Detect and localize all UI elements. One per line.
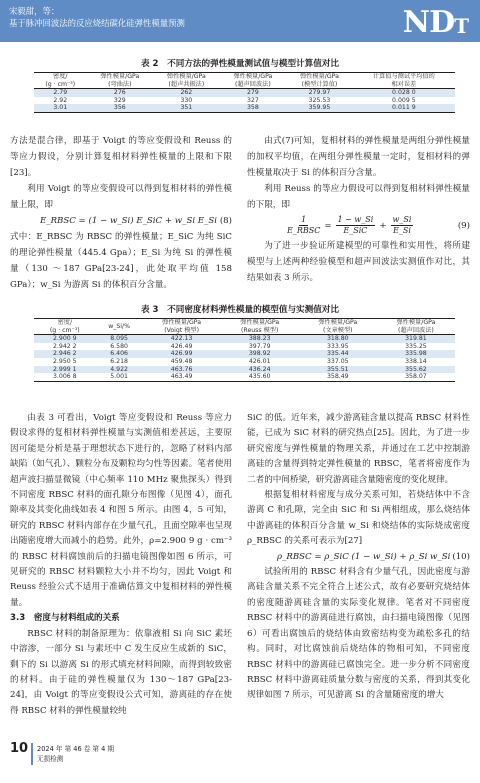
table3-cell: 355.62 (377, 366, 455, 374)
table2-header-cell: 弹性模量/GPa (超声共振法) (153, 73, 220, 89)
paragraph: 利用 Reuss 的等应力假设可以得到复相材料弹性模量的下限，即 (247, 184, 470, 210)
table2-header-cell: 弹性模量/GPa (模型计算值) (286, 73, 353, 89)
paragraph: 试验所用的 RBSC 材料含有少量气孔，因此密度与游离硅含量关系不完全符合上述公式，故有必要研究烧结体的密度随游离硅含量的实际变化规律。笔者对不同密度 RBSC 材料中的游离硅进行腐蚀，由扫描电镜图像（见图 6）可看出腐蚀后的烧结体由致密结构变为疏松多孔的结构。同时，对比腐蚀前后烧结体的物相可知，不同密度 RBSC 材料中的游离硅已腐蚀完全。进一步分析不同密度 RBSC 材料中游离硅质量分数与密度的关系，得到其变化规律如图 7 所示，可见游离 Si 的含量随密度的增大 (247, 567, 470, 701)
table3 (34, 318, 455, 382)
table3-cell: 463.76 (143, 366, 221, 374)
table3-row (34, 366, 455, 374)
equation-number: (10) (452, 551, 470, 562)
table3-row (34, 358, 455, 366)
table2-cell: 279 (220, 89, 287, 97)
paragraph: 为了进一步验证所建模型的可靠性和实用性，将所建模型与上述两种经验模型和超声回波法实测值作对比，其结果如表 3 所示。 (247, 241, 470, 283)
journal-issue: 2024 年 第 46 卷 第 4 期 (37, 745, 115, 753)
table2-cell: 0.009 5 (392, 96, 416, 104)
paragraph: RBSC 材料的制备原理为：依靠液相 Si 向 SiC 素坯中溶渗，一部分 Si 与素坯中 C 发生反应生成新的 SiC，剩下的 Si 以游离 Si 的形式填充材料间隙，而得到较致密的材料。由于硅的弹性模量仅为 130～187 GPa[23-24]，由 Voigt 的等应变假设公式可知，游离硅的存在使得 RBSC 材料的弹性模量较纯 (10, 628, 232, 716)
table3-row (34, 373, 455, 381)
table3-header-row (34, 319, 455, 335)
table2-cell: 279.97 (286, 89, 353, 97)
equation-number: (9) (457, 220, 470, 231)
table3-header-cell: 弹性模量/GPa (文章模型) (299, 319, 377, 335)
equation-text: ρ_RBSC = ρ_SiC (1 − w_Si) + ρ_Si w_Si (277, 551, 451, 562)
paragraph: 方法是混合律，即基于 Voigt 的等应变假设和 Reuss 的等应力假设，分别计算复相材料弹性模量的上限和下限[23]。 (10, 136, 232, 178)
table3-cell: 426.49 (170, 342, 193, 350)
table3-cell: 358.07 (377, 373, 455, 381)
table2-cell: 0.011 9 (353, 104, 455, 112)
table3-cell: 422.13 (143, 335, 221, 343)
paragraph: SiC 的低。近年来，减少游离硅含量以提高 RBSC 材料性能，已成为 SiC 材料的研究热点[25]。因此，为了进一步研究密度与弹性模量的物理关系，并通过在工艺中控制游离硅的含量得到特定弹性模量的 RBSC，笔者将密度作为二者的中间桥梁，研究游离硅含量随密度的变化规律。 (247, 413, 470, 485)
footer-divider (31, 743, 33, 765)
table3-cell: 463.49 (143, 373, 221, 381)
table3-cell: 398.92 (221, 350, 299, 358)
table3-cell: 335.98 (377, 350, 455, 358)
table3-cell: 426.99 (143, 350, 221, 358)
table2 (34, 72, 455, 113)
equation-9: $\frac{1}{\text{E\_RBSC}}$ = $\frac{1 - w\_Si}{\text{E\_SiC}}$ + $\frac{w\_Si}{E\_Si}$ (9) (287, 215, 470, 235)
table3-header-cell: 弹性模量/GPa (超声回波法) (377, 319, 455, 335)
table2-cell: 3.01 (34, 104, 87, 112)
fraction: $\frac{w\_Si}{E\_Si}$ (392, 215, 412, 235)
table3-cell: 335.25 (405, 342, 427, 350)
table3-cell: 2.946 2 (34, 350, 96, 358)
table3-cell: 459.48 (170, 357, 193, 365)
table2-row (34, 97, 455, 105)
table2-header-cell: 密度/ (g · cm⁻³) (34, 73, 87, 89)
table2-header-cell: 弹性模量/GPa (弯曲法) (87, 73, 154, 89)
journal-logo: ND T (402, 5, 469, 40)
table3-cell: 319.81 (377, 335, 455, 343)
table3-cell: 2.900 9 (34, 335, 96, 343)
equation-10 (247, 550, 470, 565)
table3-cell: 2.942 2 (53, 342, 77, 350)
table2-cell: 358 (220, 104, 287, 112)
table2-row (34, 104, 455, 112)
table3-cell: 6.218 (110, 357, 128, 365)
table2-caption: 表 2 不同方法的弹性模量测试值与模型计算值对比 (140, 59, 340, 69)
table2-header-cell: 计算值与测试平均值的 相对误差 (353, 73, 455, 89)
table3-cell: 6.406 (96, 350, 143, 358)
table2-header-cell: 弹性模量/GPa (超声回波法) (220, 73, 287, 89)
table2-cell: 359.95 (286, 104, 353, 112)
fraction: $\frac{1 - w\_Si}{\text{E\_SiC}}$ (337, 215, 374, 235)
table2-cell: 2.92 (53, 96, 68, 104)
header-authors: 宋毅甜，等： (9, 6, 60, 16)
table2-cell: 351 (153, 104, 220, 112)
journal-name: 无损检测 (37, 755, 64, 763)
table3-header-cell: 密度/ (g · cm⁻³) (34, 319, 96, 335)
section-heading: 3.3 密度与材料组成的关系 (10, 613, 120, 624)
table3-row (34, 343, 455, 351)
paragraph: 根据复相材料密度与成分关系可知，若烧结体中不含游离 C 和孔隙，完全由 SiC 和 Si 两相组成，那么烧结体中游离硅的体积百分含量 w_Si 和烧结体的实际烧成密度 ρ_RBSC 的关系可表示为[27] (247, 490, 470, 547)
header-band (0, 0, 480, 42)
table3-cell: 2.999 1 (34, 366, 96, 374)
table3-header-cell: 弹性模量/GPa (Voigt 模型) (143, 319, 221, 335)
table3-caption: 表 3 不同密度材料弹性模量的模型值与实测值对比 (140, 305, 340, 315)
header-running-title: 基于脉冲回波法的反应烧结碳化硅弹性模量预测 (9, 18, 185, 28)
table3-cell: 335.44 (299, 350, 377, 358)
table2-cell: 330 (180, 96, 193, 104)
running-header (9, 5, 185, 29)
left-column-top (10, 133, 232, 293)
equation-8 (10, 213, 232, 229)
table3-header-cell: w_Si/% (96, 319, 143, 335)
journal-info (37, 744, 114, 764)
table3-cell: 338.14 (405, 357, 427, 365)
table2-cell: 2.79 (34, 89, 87, 97)
table3-row (34, 335, 455, 343)
table3-row (34, 350, 455, 358)
table2-row (34, 89, 455, 97)
table3-cell: 426.01 (248, 357, 271, 365)
table3-cell: 333.95 (326, 342, 349, 350)
table2-cell: 325.53 (308, 96, 331, 104)
equation-text: E_RBSC = (1 − w_Si) E_SiC + w_Si E_Si (40, 216, 218, 226)
table3-cell: 4.922 (96, 366, 143, 374)
table3-cell: 388.23 (221, 335, 299, 343)
left-column-bottom (10, 411, 232, 719)
table2-header-row (34, 73, 455, 89)
table3-cell: 358.49 (299, 373, 377, 381)
table3-cell: 3.006 8 (34, 373, 96, 381)
table3-cell: 397.79 (248, 342, 271, 350)
table2-cell: 356 (87, 104, 154, 112)
table2-cell: 329 (113, 96, 126, 104)
table3-cell: 8.095 (96, 335, 143, 343)
table2-cell: 262 (153, 89, 220, 97)
table3-header-cell: 弹性模量/GPa (Reuss 模型) (221, 319, 299, 335)
equation-number: (8) (219, 216, 232, 226)
right-column-top (247, 133, 470, 286)
table3-cell: 355.51 (299, 366, 377, 374)
table3-cell: 6.580 (110, 342, 128, 350)
page-number: 10 (10, 741, 29, 756)
table3-cell: 435.60 (221, 373, 299, 381)
fraction: $\frac{1}{\text{E\_RBSC}}$ (287, 215, 321, 235)
paragraph: 由表 3 可看出，Voigt 等应变假设和 Reuss 等应力假设求得的复相材料弹性模量与实测值相差甚远，主要原因可能是分析是基于理想状态下进行的，忽略了材料内部缺陷（如气孔）、颗粒分布及颗粒均匀性等因素。笔者使用超声波扫描显微镜（中心频率 110 MHz 聚焦探头）得到不同密度 RBSC 材料的面孔隙分布图像（见图 4），面孔隙率及其变化曲线如表 4 和图 5 所示。由图 4，5 可知，研究的 RBSC 材料内部存在少量气孔，且面空隙率也呈现出随密度增大而减小的趋势。此外，ρ=2.900 9 g · cm⁻³ 的 RBSC 材料腐蚀前后的扫描电镜图像如图 6 所示，可见研究的 RBSC 材料颗粒大小并不均匀，因此 Voigt 和 Reuss 经验公式不适用于准确估算文中复相材料的弹性模量。 (10, 413, 232, 608)
table2-cell: 327 (246, 96, 259, 104)
paragraph: 式中：E_RBSC 为 RBSC 的弹性模量；E_SiC 为纯 SiC 的理论弹性模量（445.4 Gpa）；E_Si 为纯 Si 的弹性模量（130 ～187 GPa[23-24]，此处取平均值 158 GPa）；w_Si 为游离 Si 的体积百分含量。 (10, 232, 232, 290)
table2-cell: 276 (87, 89, 154, 97)
table3-cell: 337.05 (326, 357, 349, 365)
table2-cell: 0.028 0 (353, 89, 455, 97)
right-column-bottom (247, 411, 470, 704)
table3-cell: 2.950 5 (53, 357, 77, 365)
table3-cell: 5.001 (96, 373, 143, 381)
table3-cell: 436.24 (221, 366, 299, 374)
paragraph: 由式(7)可知，复相材料的弹性模量是两组分弹性模量的加权平均值，在两组分弹性模量一定时，复相材料的弹性模量取决于 Si 的体积百分含量。 (247, 136, 470, 178)
paragraph: 利用 Voigt 的等应变假设可以得到复相材料的弹性模量上限，即 (10, 184, 232, 210)
table3-cell: 318.80 (299, 335, 377, 343)
